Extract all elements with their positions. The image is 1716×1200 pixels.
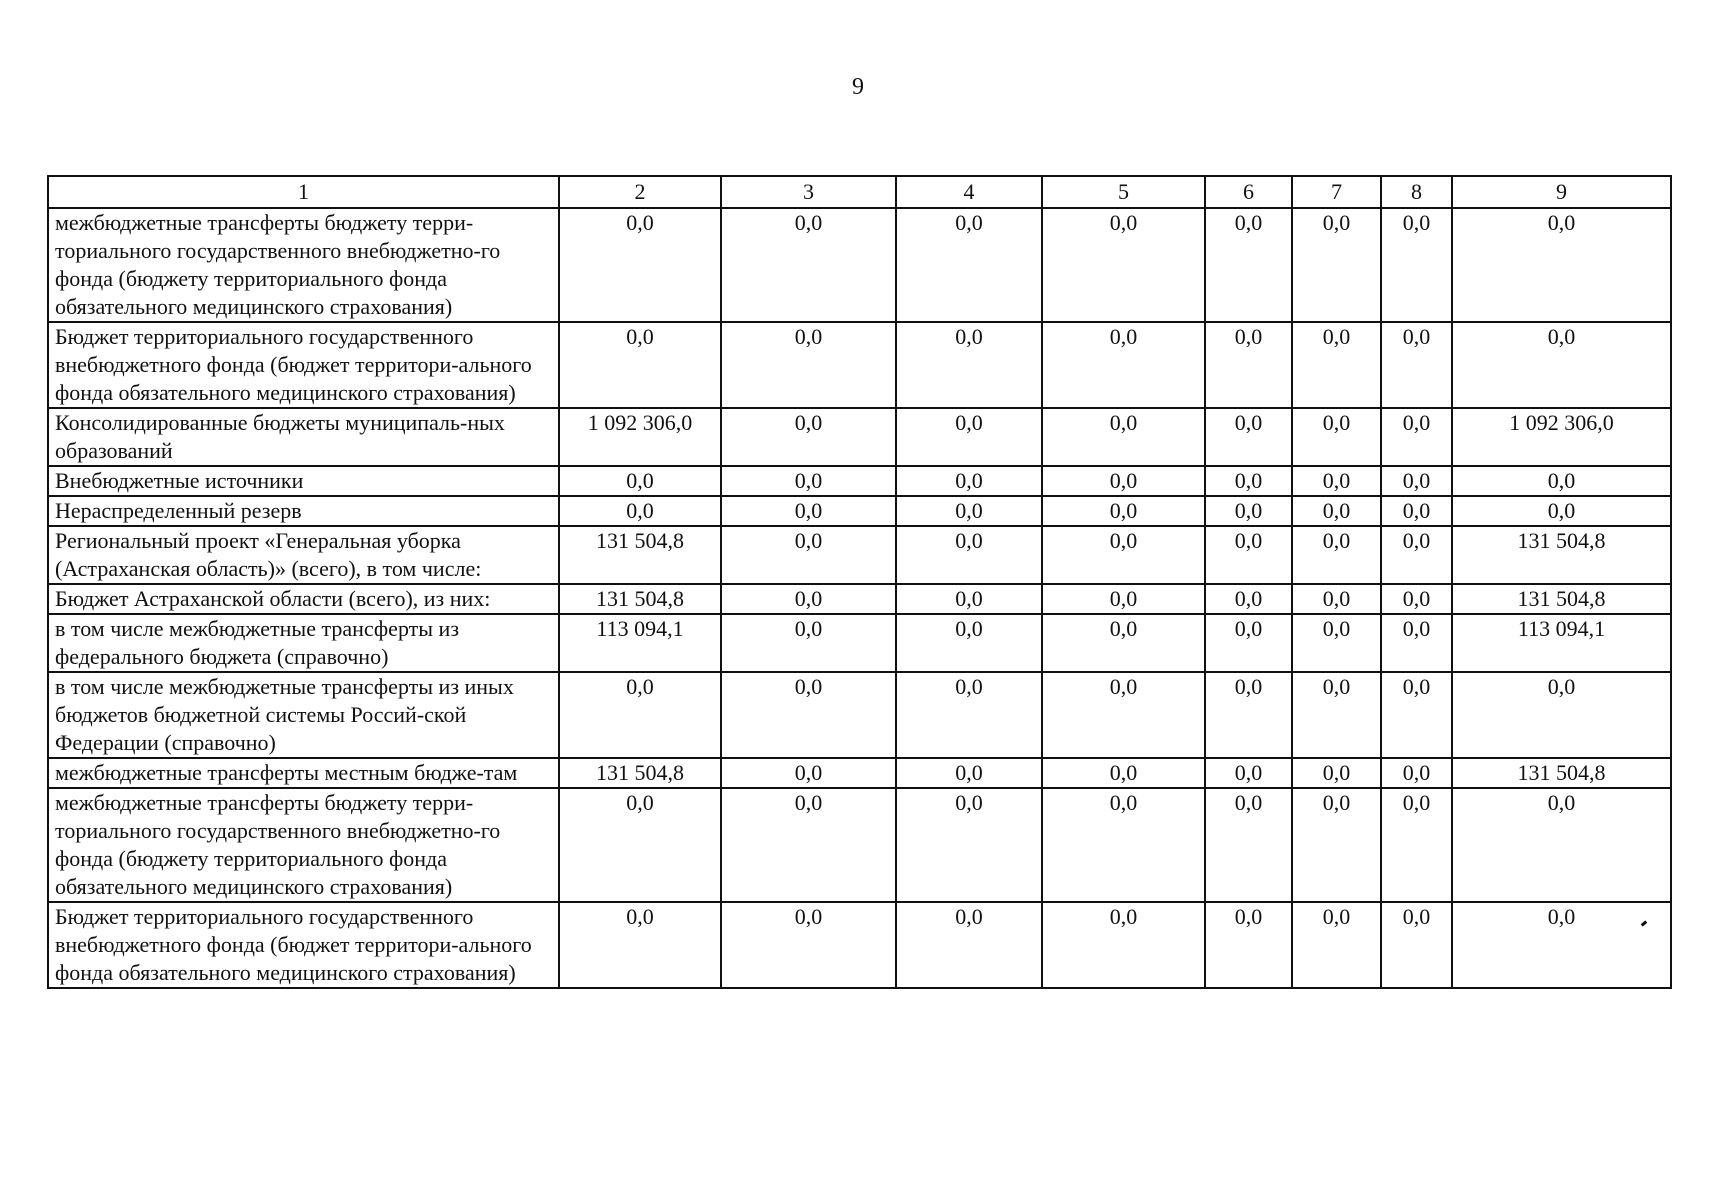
cell-value: 0,0: [1381, 208, 1452, 322]
table-row: [48, 672, 1671, 758]
cell-value: 0,0: [1292, 466, 1381, 496]
table-row: [48, 758, 1671, 788]
cell-value: 0,0: [1452, 788, 1671, 902]
row-label: в том числе межбюджетные трансферты из федерального бюджета (справочно): [48, 614, 559, 672]
table-body: [48, 208, 1671, 988]
table-row: [48, 322, 1671, 408]
cell-value: 0,0: [1381, 584, 1452, 614]
cell-value: 0,0: [1452, 672, 1671, 758]
cell-value: 0,0: [1381, 496, 1452, 526]
row-label: Бюджет территориального государственного внебюджетного фонда (бюджет территори-ального фонда обязательного медицинского страхования): [48, 902, 559, 988]
column-header-4: 4: [896, 176, 1042, 208]
row-label: Нераспределенный резерв: [48, 496, 559, 526]
cell-value: 0,0: [1042, 902, 1205, 988]
cell-value: 0,0: [1042, 322, 1205, 408]
cell-value: 131 504,8: [559, 584, 721, 614]
cell-value: 0,0: [1292, 526, 1381, 584]
cell-value: 0,0: [1381, 758, 1452, 788]
page-number: 9: [852, 74, 864, 100]
table-row: [48, 408, 1671, 466]
cell-value: 0,0: [559, 902, 721, 988]
cell-value: 0,0: [1042, 208, 1205, 322]
cell-value: 0,0: [896, 788, 1042, 902]
cell-value: 0,0: [1042, 584, 1205, 614]
column-header-3: 3: [721, 176, 896, 208]
cell-value: 0,0: [1042, 672, 1205, 758]
cell-value: 0,0: [559, 208, 721, 322]
cell-value: 0,0: [896, 672, 1042, 758]
column-header-9: 9: [1452, 176, 1671, 208]
column-header-8: 8: [1381, 176, 1452, 208]
cell-value: 0,0: [1292, 322, 1381, 408]
cell-value: 0,0: [1292, 902, 1381, 988]
cell-value: 131 504,8: [1452, 526, 1671, 584]
row-label: Консолидированные бюджеты муниципаль-ных образований: [48, 408, 559, 466]
cell-value: 0,0: [896, 614, 1042, 672]
cell-value: 0,0: [1042, 614, 1205, 672]
cell-value: 0,0: [721, 496, 896, 526]
cell-value: 0,0: [1452, 466, 1671, 496]
cell-value: 0,0: [1381, 788, 1452, 902]
cell-value: 0,0: [896, 208, 1042, 322]
cell-value: 0,0: [1042, 788, 1205, 902]
cell-value: 0,0: [1205, 788, 1292, 902]
column-header-5: 5: [1042, 176, 1205, 208]
column-header-7: 7: [1292, 176, 1381, 208]
cell-value: 0,0: [896, 584, 1042, 614]
cell-value: 0,0: [1205, 758, 1292, 788]
cell-value: 0,0: [721, 902, 896, 988]
row-label: Бюджет территориального государственного внебюджетного фонда (бюджет территори-ального фонда обязательного медицинского страхования): [48, 322, 559, 408]
cell-value: 0,0: [1292, 788, 1381, 902]
cell-value: 0,0: [896, 322, 1042, 408]
table-row: [48, 788, 1671, 902]
cell-value: 0,0: [1205, 526, 1292, 584]
cell-value: 0,0: [1205, 466, 1292, 496]
cell-value: 0,0: [1381, 322, 1452, 408]
cell-value: 0,0: [1452, 496, 1671, 526]
cell-value: 0,0: [1205, 584, 1292, 614]
cell-value: 0,0: [1292, 408, 1381, 466]
cell-value: 0,0: [1381, 902, 1452, 988]
cell-value: 0,0: [1205, 496, 1292, 526]
cell-value: 0,0: [1381, 526, 1452, 584]
cell-value: 0,0: [1292, 584, 1381, 614]
table-row: [48, 466, 1671, 496]
cell-value: 0,0: [721, 322, 896, 408]
cell-value: 0,0: [1205, 322, 1292, 408]
table-row: [48, 496, 1671, 526]
cell-value: 0,0: [1452, 902, 1671, 988]
cell-value: 0,0: [1292, 208, 1381, 322]
cell-value: 131 504,8: [1452, 758, 1671, 788]
row-label: межбюджетные трансферты бюджету терри-ториального государственного внебюджетно-го фонда (бюджету территориального фонда обязательного медицинского страхования): [48, 788, 559, 902]
cell-value: 0,0: [559, 466, 721, 496]
cell-value: 0,0: [1381, 614, 1452, 672]
cell-value: 0,0: [896, 466, 1042, 496]
cell-value: 0,0: [1292, 672, 1381, 758]
table-row: [48, 614, 1671, 672]
cell-value: 0,0: [1452, 208, 1671, 322]
cell-value: 113 094,1: [1452, 614, 1671, 672]
table-header-row: [48, 176, 1671, 208]
cell-value: 113 094,1: [559, 614, 721, 672]
cell-value: 0,0: [896, 496, 1042, 526]
cell-value: 1 092 306,0: [1452, 408, 1671, 466]
row-label: Внебюджетные источники: [48, 466, 559, 496]
cell-value: 0,0: [721, 672, 896, 758]
cell-value: 0,0: [896, 408, 1042, 466]
cell-value: 0,0: [1205, 408, 1292, 466]
cell-value: 131 504,8: [1452, 584, 1671, 614]
cell-value: 0,0: [1292, 496, 1381, 526]
cell-value: 0,0: [1205, 614, 1292, 672]
cell-value: 0,0: [1042, 466, 1205, 496]
cell-value: 0,0: [1292, 758, 1381, 788]
cell-value: 0,0: [896, 758, 1042, 788]
column-header-2: 2: [559, 176, 721, 208]
cell-value: 1 092 306,0: [559, 408, 721, 466]
cell-value: 0,0: [896, 526, 1042, 584]
cell-value: 0,0: [721, 758, 896, 788]
table-row: [48, 584, 1671, 614]
cell-value: 0,0: [1452, 322, 1671, 408]
cell-value: 0,0: [1205, 902, 1292, 988]
cell-value: 131 504,8: [559, 758, 721, 788]
table-row: [48, 208, 1671, 322]
budget-table: [47, 175, 1672, 989]
table-row: [48, 902, 1671, 988]
cell-value: 0,0: [1205, 672, 1292, 758]
cell-value: 0,0: [721, 526, 896, 584]
cell-value: 0,0: [721, 614, 896, 672]
column-header-6: 6: [1205, 176, 1292, 208]
cell-value: 0,0: [721, 208, 896, 322]
cell-value: 0,0: [559, 672, 721, 758]
cell-value: 0,0: [1042, 526, 1205, 584]
cell-value: 0,0: [1205, 208, 1292, 322]
table-row: [48, 526, 1671, 584]
cell-value: 0,0: [721, 788, 896, 902]
cell-value: 0,0: [559, 788, 721, 902]
row-label: межбюджетные трансферты бюджету терри-ториального государственного внебюджетно-го фонда (бюджету территориального фонда обязательного медицинского страхования): [48, 208, 559, 322]
cell-value: 0,0: [559, 496, 721, 526]
cell-value: 0,0: [1042, 408, 1205, 466]
cell-value: 0,0: [1381, 672, 1452, 758]
row-label: Бюджет Астраханской области (всего), из них:: [48, 584, 559, 614]
cell-value: 0,0: [721, 584, 896, 614]
cell-value: 131 504,8: [559, 526, 721, 584]
cell-value: 0,0: [1381, 466, 1452, 496]
cell-value: 0,0: [721, 408, 896, 466]
row-label: в том числе межбюджетные трансферты из иных бюджетов бюджетной системы Россий-ской Федерации (справочно): [48, 672, 559, 758]
cell-value: 0,0: [559, 322, 721, 408]
cell-value: 0,0: [1042, 758, 1205, 788]
cell-value: 0,0: [1381, 408, 1452, 466]
row-label: межбюджетные трансферты местным бюдже-там: [48, 758, 559, 788]
cell-value: 0,0: [1292, 614, 1381, 672]
column-header-1: 1: [48, 176, 559, 208]
cell-value: 0,0: [1042, 496, 1205, 526]
cell-value: 0,0: [721, 466, 896, 496]
row-label: Региональный проект «Генеральная уборка (Астраханская область)» (всего), в том числе:: [48, 526, 559, 584]
cell-value: 0,0: [896, 902, 1042, 988]
